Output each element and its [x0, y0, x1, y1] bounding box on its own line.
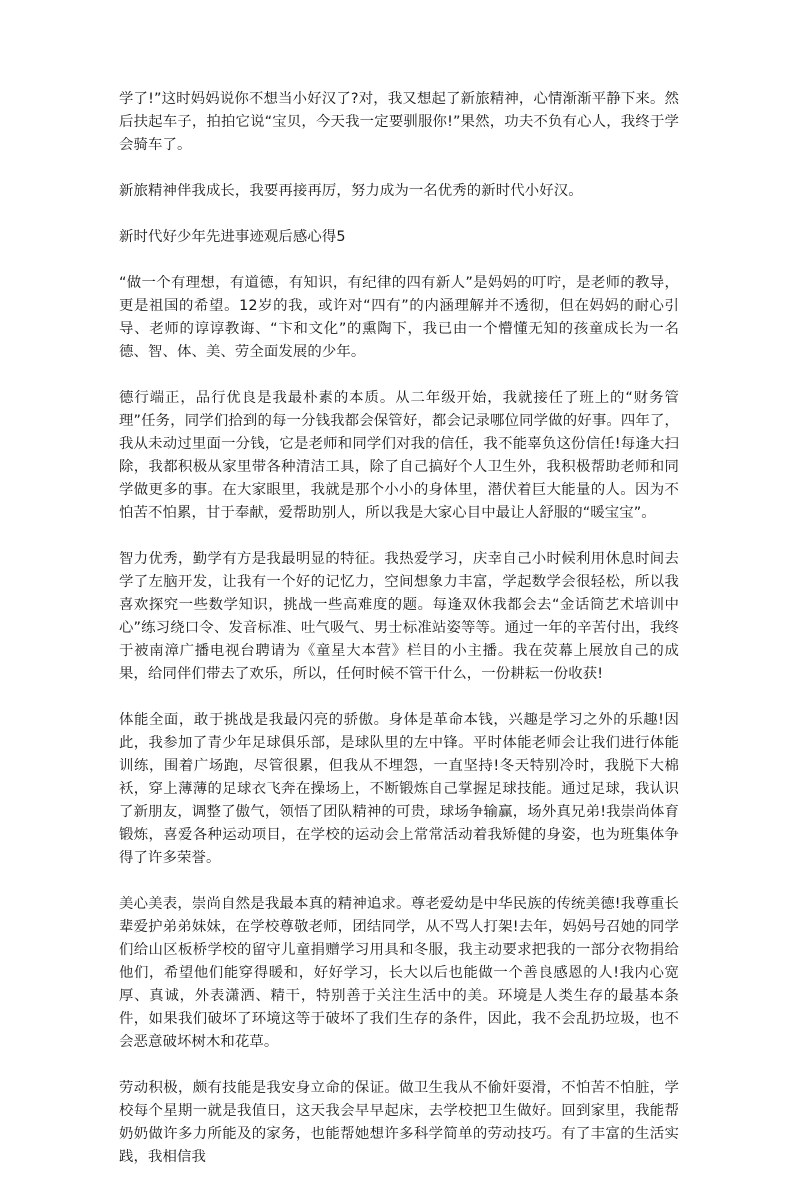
section-heading: 新时代好少年先进事迹观后感心得5	[119, 229, 346, 245]
paragraph-closing: 新旅精神伴我成长，我要再接再厉，努力成为一名优秀的新时代小好汉。	[119, 183, 583, 199]
paragraph-labor: 劳动积极，颇有技能是我安身立命的保证。做卫生我从不偷奸耍滑，不怕苦不怕脏，学校每个星期一就是我值日，这天我会早早起床，去学校把卫生做好。回到家里，我能帮奶奶做许多力所能及的家务，也能帮她想许多科学简单的劳动技巧。有了丰富的生活实践，我相信我	[119, 1080, 679, 1165]
paragraph-intro: “做一个有理想，有道德，有知识，有纪律的四有新人”是妈妈的叮咛，是老师的教导，更是祖国的希望。12岁的我，或许对“四有”的内涵理解并不透彻，但在妈妈的耐心引导、老师的谆谆教诲、“卞和文化”的熏陶下，我已由一个懵懂无知的孩童成长为一名德、智、体、美、劳全面发展的少年。	[119, 275, 679, 360]
paragraph-aesthetics: 美心美表，崇尚自然是我最本真的精神追求。尊老爱幼是中华民族的传统美德!我尊重长辈爱护弟弟妹妹，在学校尊敬老师，团结同学，从不骂人打架!去年，妈妈号召她的同学们给山区板桥学校的留守儿童捐赠学习用具和冬服，我主动要求把我的一部分衣物捐给他们，希望他们能穿得暖和，好好学习，长大以后也能做一个善良感恩的人!我内心宽厚、真诚，外表潇洒、精干，特别善于关注生活中的美。环境是人类生存的最基本条件，如果我们破坏了环境这等于破坏了我们生存的条件，因此，我不会乱扔垃圾，也不会恶意破坏树木和花草。	[119, 896, 679, 1050]
paragraph-physical: 体能全面，敢于挑战是我最闪亮的骄傲。身体是革命本钱，兴趣是学习之外的乐趣!因此，我参加了青少年足球俱乐部，是球队里的左中锋。平时体能老师会让我们进行体能训练，围着广场跑，尽管很累，但我从不埋怨，一直坚持!冬天特别冷时，我脱下大棉袄，穿上薄薄的足球衣飞奔在操场上，不断锻炼自己掌握足球技能。通过足球，我认识了新朋友，调整了傲气，领悟了团队精神的可贵，球场争输赢，场外真兄弟!我崇尚体育锻炼，喜爱各种运动项目，在学校的运动会上常常活动着我矫健的身姿，也为班集体争得了许多荣誉。	[119, 712, 679, 866]
paragraph-intellect: 智力优秀，勤学有方是我最明显的特征。我热爱学习，庆幸自己小时候利用休息时间去学了左脑开发，让我有一个好的记忆力，空间想象力丰富，学起数学会很轻松，所以我喜欢探究一些数学知识，挑战一些高难度的题。每逢双休我都会去“金话筒艺术培训中心”练习绕口令、发音标准、吐气吸气、男士标准站姿等等。通过一年的辛苦付出，我终于被南漳广播电视台聘请为《童星大本营》栏目的小主播。我在荧幕上展放自己的成果，给同伴们带去了欢乐，所以，任何时候不管干什么，一份耕耘一份收获!	[119, 551, 679, 682]
document-page	[119, 88, 679, 1192]
paragraph-continuation: 学了!”这时妈妈说你不想当小好汉了?对，我又想起了新旅精神，心情渐渐平静下来。然后扶起车子，拍拍它说“宝贝，今天我一定要驯服你!”果然，功夫不负有心人，我终于学会骑车了。	[119, 91, 679, 153]
paragraph-morality: 德行端正，品行优良是我最朴素的本质。从二年级开始，我就接任了班上的“财务管理”任务，同学们拾到的每一分钱我都会保管好，都会记录哪位同学做的好事。四年了，我从未动过里面一分钱，它是老师和同学们对我的信任，我不能辜负这份信任!每逢大扫除，我都积极从家里带各种清洁工具，除了自己搞好个人卫生外，我积极帮助老师和同学做更多的事。在大家眼里，我就是那个小小的身体里，潜伏着巨大能量的人。因为不怕苦不怕累，甘于奉献，爱帮助别人，所以我是大家心目中最让人舒服的“暖宝宝”。	[119, 390, 679, 521]
